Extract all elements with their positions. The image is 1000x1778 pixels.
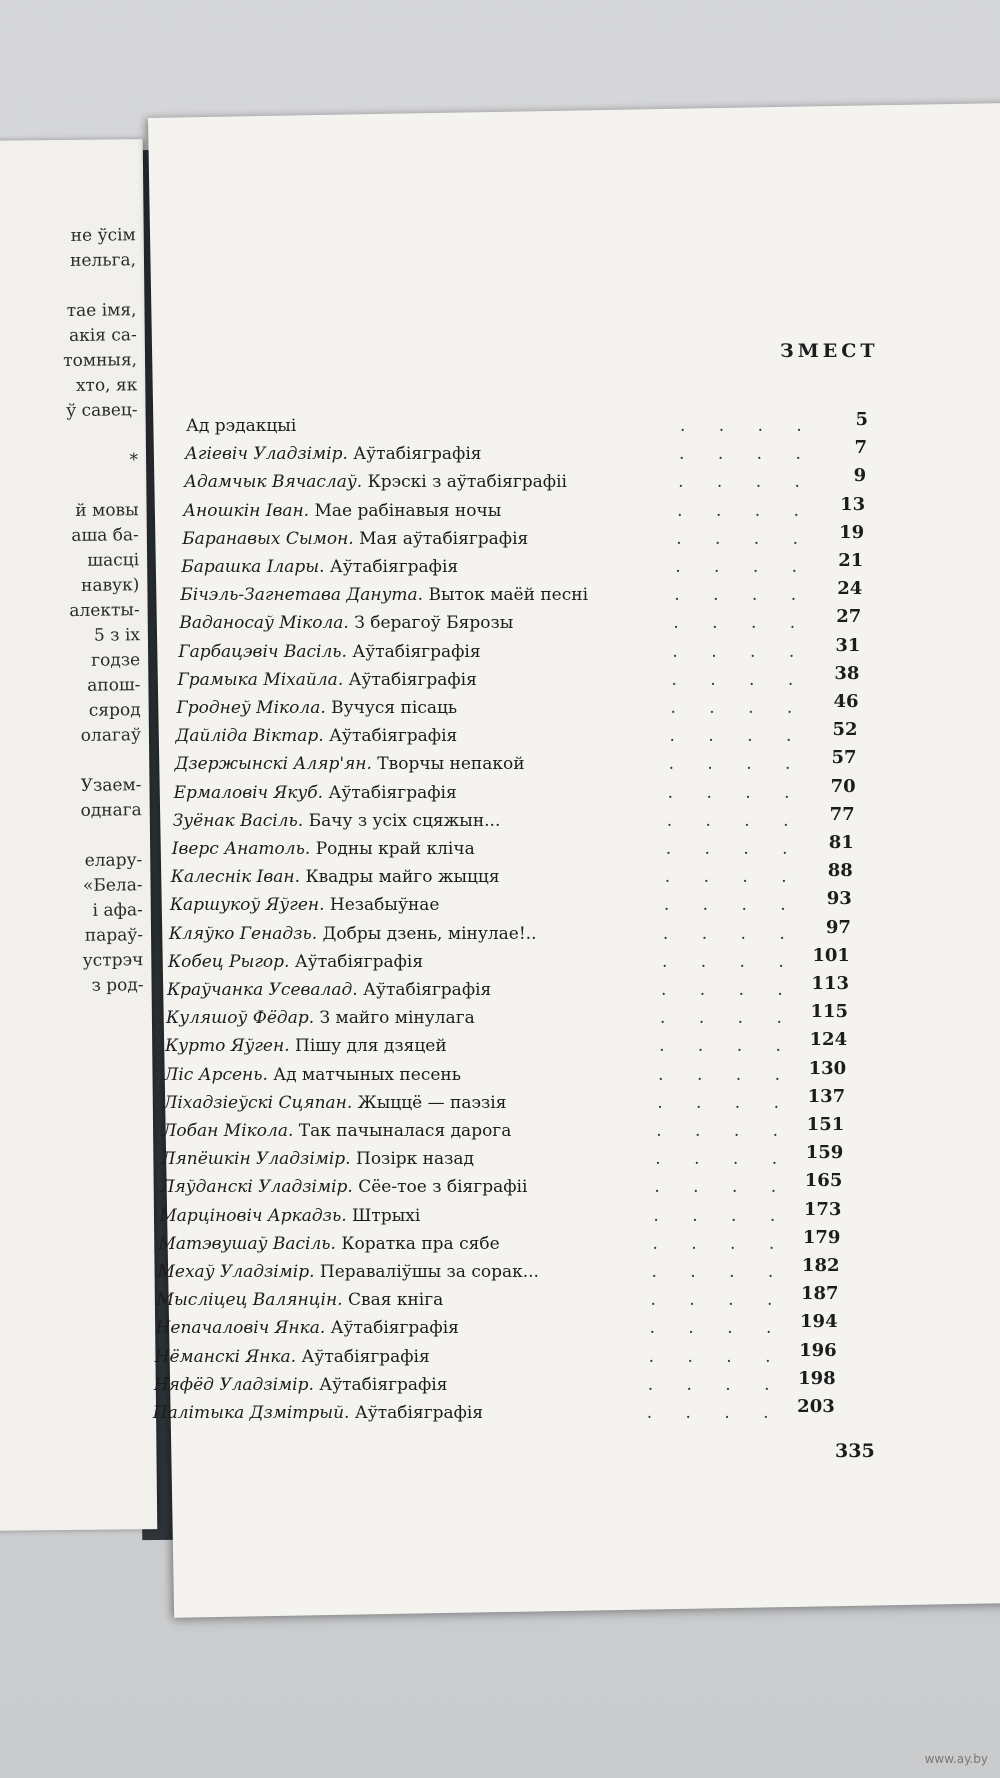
left-page-line: шасці — [87, 550, 140, 571]
toc-entry-text — [173, 808, 501, 834]
toc-entry-page: 52 — [832, 719, 858, 741]
toc-entry-author: Ляўданскі Уладзімір. — [160, 1177, 353, 1198]
toc-entry-title: Аўтабіяграфія — [330, 1318, 459, 1339]
toc-entry-page: 13 — [840, 493, 866, 515]
toc-entry-title: Сёе-тое з біяграфіі — [358, 1177, 528, 1198]
toc-entry — [0, 1339, 1000, 1370]
toc-leader-dots: . . . . — [667, 782, 804, 803]
toc-entry-title: Аўтабіяграфія — [354, 1403, 484, 1423]
toc-leader-dots: . . . . — [652, 1233, 789, 1254]
toc-entry — [0, 1057, 1000, 1088]
toc-entry-author: Непачаловіч Янка. — [155, 1318, 326, 1339]
left-page-line: елару- — [84, 850, 143, 871]
toc-entry-page: 57 — [831, 747, 857, 769]
toc-entry-author: Баранавых Сымон. — [182, 528, 354, 549]
toc-entry-text — [166, 1005, 475, 1031]
toc-entry-page: 137 — [807, 1085, 846, 1107]
toc-leader-dots: . . . . — [647, 1374, 784, 1395]
toc-entry-title: Пішу для дзяцей — [295, 1036, 447, 1057]
toc-entry-page: 19 — [839, 521, 865, 543]
toc-entry-title: Крэскі з аўтабіяграфіі — [367, 472, 567, 493]
toc-entry-title: Аўтабіяграфія — [294, 951, 424, 972]
toc-entry-text — [180, 582, 588, 608]
left-page-line: годзе — [91, 650, 141, 671]
toc-entry-title: Аўтабіяграфія — [319, 1374, 448, 1395]
toc-leader-dots: . . . . — [665, 839, 802, 859]
left-page-line: з род- — [91, 975, 144, 996]
toc-entry-author: Грамыка Міхайла. — [177, 669, 344, 690]
toc-entry-page: 198 — [798, 1367, 836, 1389]
toc-entry-text — [186, 413, 296, 439]
toc-entry-text — [172, 836, 475, 862]
toc-entry-page: 182 — [801, 1255, 840, 1276]
toc-entry-text — [160, 1174, 527, 1200]
toc-entry — [0, 1001, 1000, 1031]
left-page-line: ў савец- — [66, 400, 138, 421]
toc-entry-text — [158, 1259, 539, 1285]
toc-entry-text — [157, 1287, 444, 1313]
toc-entry-page: 151 — [806, 1114, 845, 1135]
toc-entry-page: 203 — [797, 1396, 835, 1417]
toc-leader-dots: . . . . — [666, 810, 803, 831]
toc-entry-page: 46 — [833, 691, 859, 712]
toc-entry-author: Барашка Ілары. — [181, 557, 325, 577]
toc-entry-author: Ліс Арсень. — [164, 1064, 268, 1085]
toc-entry-page: 187 — [800, 1283, 839, 1305]
toc-entry — [0, 1283, 1000, 1313]
toc-leader-dots: . . . . — [675, 557, 812, 577]
toc-leader-dots: . . . . — [660, 1008, 796, 1029]
toc-entry-text — [163, 1090, 506, 1116]
toc-entry-page: 113 — [811, 973, 849, 994]
toc-leader-dots: . . . . — [648, 1346, 785, 1367]
toc-leader-dots: . . . . — [678, 472, 814, 493]
toc-entry — [0, 1085, 1000, 1116]
toc-entry-page: 81 — [828, 832, 854, 853]
toc-entry-text — [165, 1033, 447, 1059]
toc-entry-title: Коратка пра сябе — [341, 1233, 500, 1254]
toc-entry-page: 5 — [855, 409, 868, 430]
toc-entry — [0, 1367, 1000, 1398]
toc-entry-author: Бічэль-Загнетава Данута. — [180, 585, 424, 606]
toc-entry-text — [179, 610, 513, 636]
toc-entry-title: Мае рабінавыя ночы — [314, 500, 502, 521]
toc-entry-title: Так пачыналася дарога — [298, 1121, 512, 1141]
toc-leader-dots: . . . . — [653, 1205, 790, 1226]
toc-leader-dots: . . . . — [654, 1177, 791, 1198]
toc-leader-dots: . . . . — [656, 1121, 793, 1141]
toc-leader-dots: . . . . — [664, 867, 801, 888]
left-page-line: сярод — [88, 700, 141, 721]
toc-entry-page: 97 — [825, 916, 851, 938]
left-page-line: навук) — [80, 575, 140, 596]
toc-entry-text — [153, 1400, 483, 1426]
toc-entry-text — [183, 498, 501, 524]
toc-entry-text — [155, 1344, 430, 1370]
toc-entry-author: Гарбацэвіч Васіль. — [178, 641, 347, 662]
toc-entry-title: Вучуся пісаць — [331, 698, 458, 718]
toc-entry-title: Ад матчыных песень — [273, 1064, 461, 1085]
left-page-line: апош- — [87, 675, 141, 696]
toc-entry-page: 194 — [800, 1311, 838, 1333]
toc-entry-author: Каршукоў Яўген. — [169, 895, 325, 916]
toc-entry-page: 165 — [804, 1170, 843, 1192]
toc-entry-text — [161, 1146, 474, 1172]
toc-entry-author: Іверс Анатоль. — [171, 839, 311, 859]
toc-leader-dots: . . . . — [658, 1064, 794, 1085]
left-page-line: нельга, — [69, 250, 137, 271]
toc-entry-author: Ермаловіч Якуб. — [173, 782, 324, 803]
toc-entry — [0, 1114, 1000, 1144]
left-page-line: акія са- — [68, 325, 137, 346]
toc-entry-page: 159 — [805, 1142, 844, 1164]
toc-entry-text — [185, 441, 481, 467]
toc-entry-text — [158, 1231, 499, 1257]
toc-leader-dots: . . . . — [646, 1403, 783, 1423]
left-page-line: й мовы — [75, 500, 139, 521]
toc-leader-dots: . . . . — [672, 641, 809, 662]
toc-entry-author: Ліхадзіеўскі Сцяпан. — [163, 1092, 353, 1113]
toc-leader-dots: . . . . — [668, 754, 805, 775]
toc-entry-title: Позірк назад — [356, 1149, 475, 1170]
toc-entry-page: 77 — [829, 803, 855, 825]
toc-leader-dots: . . . . — [679, 444, 815, 465]
toc-leader-dots: . . . . — [661, 951, 798, 972]
left-page-line: устрэч — [82, 950, 144, 971]
toc-leader-dots: . . . . — [674, 585, 811, 606]
toc-entry-page: 179 — [802, 1226, 841, 1248]
left-page-line: Узаем- — [80, 775, 142, 796]
toc-leader-dots: . . . . — [676, 528, 813, 549]
left-page-line: параў- — [84, 925, 144, 946]
toc-leader-dots: . . . . — [669, 726, 806, 747]
toc-entry-title: Аўтабіяграфія — [352, 641, 481, 662]
left-page-line: «Бела- — [82, 875, 143, 896]
toc-leader-dots: . . . . — [651, 1262, 788, 1282]
toc-entry-author: Мехаў Уладзімір. — [157, 1262, 315, 1282]
toc-entry-title: Аўтабіяграфія — [329, 726, 458, 747]
toc-entry-page: 31 — [835, 634, 861, 656]
toc-entry-title: Ад рэдакцыі — [186, 416, 297, 436]
toc-entry-title: Мая аўтабіяграфія — [359, 528, 529, 549]
toc-entry-author: Куляшоў Фёдар. — [166, 1008, 315, 1029]
toc-entry — [0, 1311, 1000, 1341]
left-page-line: тае імя, — [66, 300, 137, 321]
toc-entry-text — [156, 1315, 459, 1341]
toc-entry-title: Аўтабіяграфія — [348, 669, 477, 690]
toc-entry-page: 38 — [834, 662, 860, 684]
toc-entry-title: Аўтабіяграфія — [328, 782, 457, 803]
toc-entry-text — [168, 949, 423, 975]
toc-entry-author: Палітыка Дзмітрый. — [152, 1403, 350, 1423]
toc-entry-page: 101 — [812, 944, 850, 966]
toc-entry-author: Кобец Рыгор. — [167, 951, 290, 972]
toc-entry-text — [170, 892, 440, 918]
toc-entry-text — [177, 667, 476, 693]
toc-entry-title: Выток маёй песні — [428, 585, 589, 606]
toc-entry-author: Агіевіч Уладзімір. — [185, 444, 348, 465]
toc-entry-title: Жыццё — паэзія — [357, 1092, 507, 1113]
toc-entry — [0, 1142, 1000, 1172]
toc-entry-text — [175, 751, 525, 777]
toc-entry-text — [177, 695, 458, 721]
toc-entry-title: Штрыхі — [352, 1205, 421, 1226]
toc-entry-text — [178, 639, 480, 665]
toc-leader-dots: . . . . — [655, 1149, 792, 1170]
toc-entry-text — [169, 921, 537, 947]
toc-entry-title: Добры дзень, мінулае!.. — [322, 923, 537, 944]
left-page-line: аша ба- — [71, 525, 139, 546]
toc-entry-title: Пераваліўшы за сорак... — [319, 1262, 539, 1282]
toc-entry-text — [181, 554, 458, 580]
toc-entry — [0, 973, 1000, 1003]
toc-entry-author: Аношкін Іван. — [183, 500, 310, 521]
toc-entry-text — [164, 1062, 461, 1088]
toc-entry-title: Аўтабіяграфія — [363, 980, 492, 1000]
toc-leader-dots: . . . . — [670, 698, 807, 718]
page-number: 335 — [835, 1440, 875, 1462]
toc-leader-dots: . . . . — [663, 895, 800, 916]
toc-entry-author: Ляпёшкін Уладзімір. — [161, 1149, 351, 1170]
toc-leader-dots: . . . . — [649, 1318, 786, 1339]
left-page-line: олагаў — [80, 725, 142, 746]
toc-entry — [0, 916, 1000, 947]
toc-entry-page: 9 — [853, 465, 867, 487]
left-page-line: * — [129, 450, 139, 471]
toc-entry-page: 196 — [799, 1339, 837, 1361]
left-page-line: томныя, — [63, 350, 138, 371]
toc-entry-title: Родны край кліча — [315, 839, 475, 859]
left-page-line: і афа- — [92, 900, 143, 921]
toc-entry-page: 115 — [810, 1001, 849, 1023]
toc-entry-page: 70 — [830, 775, 856, 797]
toc-entry-text — [171, 864, 500, 890]
toc-entry — [0, 1029, 1000, 1059]
toc-entry-author: Няфёд Уладзімір. — [153, 1374, 314, 1395]
toc-entry-text — [159, 1203, 420, 1229]
toc-entry-page: 173 — [803, 1198, 842, 1220]
toc-leader-dots: . . . . — [680, 416, 816, 436]
toc-entry-text — [174, 780, 457, 806]
toc-entry-author: Лобан Мікола. — [162, 1121, 294, 1141]
left-page-line: алекты- — [69, 600, 140, 621]
toc-leader-dots: . . . . — [662, 923, 799, 944]
toc-entry-text — [154, 1372, 448, 1398]
toc-entry-title: Бачу з усіх сцяжын... — [308, 810, 501, 831]
toc-entry-author: Калеснік Іван. — [170, 867, 301, 888]
toc-entry — [0, 1170, 1000, 1200]
toc-leader-dots: . . . . — [677, 500, 813, 521]
toc-entry-author: Марціновіч Аркадзь. — [159, 1205, 347, 1226]
toc-leader-dots: . . . . — [650, 1290, 787, 1311]
toc-entry — [0, 1255, 1000, 1285]
left-page-line: хто, як — [75, 375, 138, 396]
toc-entry-author: Дайліда Віктар. — [175, 726, 324, 747]
toc-entry-title: Аўтабіяграфія — [353, 444, 482, 465]
toc-entry-text — [162, 1118, 511, 1144]
toc-entry-title: Аўтабіяграфія — [301, 1346, 430, 1367]
left-page-line: 5 з іх — [93, 625, 141, 646]
toc-entry-author: Курто Яўген. — [165, 1036, 290, 1057]
toc-entry-page: 88 — [827, 860, 853, 882]
toc-entry-page: 93 — [826, 888, 852, 910]
toc-entry-author: Краўчанка Усевалад. — [167, 980, 358, 1000]
toc-entry-author: Мысліцец Валянцін. — [156, 1290, 343, 1311]
toc-entry-author: Матэвушаў Васіль. — [158, 1233, 336, 1254]
toc-entry — [0, 1226, 1000, 1257]
toc-entry-title: З берагоў Бярозы — [354, 613, 514, 634]
toc-entry-author: Гроднеў Мікола. — [176, 698, 326, 718]
toc-entry-page: 124 — [809, 1029, 848, 1051]
watermark: www.ay.by — [924, 1752, 988, 1766]
toc-entry — [0, 1198, 1000, 1229]
toc-entry-text — [167, 977, 491, 1003]
toc-entry-author: Нёманскі Янка. — [154, 1346, 297, 1367]
toc-entry-title: З майго мінулага — [319, 1008, 475, 1029]
toc-entry-author: Адамчык Вячаслаў. — [184, 472, 363, 493]
left-page-line: однага — [80, 800, 142, 821]
toc-entry-author: Ваданосаў Мікола. — [179, 613, 349, 634]
toc-entry-page: 7 — [854, 437, 868, 459]
toc-entry-title: Аўтабіяграфія — [329, 557, 459, 577]
toc-entry-title: Незабыўнае — [329, 895, 440, 916]
toc-entry-text — [184, 469, 567, 495]
toc-entry-page: 130 — [808, 1057, 847, 1079]
toc-entry-page: 21 — [838, 550, 864, 571]
toc-leader-dots: . . . . — [673, 613, 810, 634]
toc-entry-page: 24 — [837, 578, 863, 600]
toc-leader-dots: . . . . — [657, 1092, 794, 1113]
toc-entry-title: Творчы непакой — [377, 754, 525, 775]
toc-entry-title: Свая кніга — [347, 1290, 444, 1311]
toc-entry-text — [182, 526, 528, 552]
toc-entry-title: Квадры майго жыцця — [305, 867, 500, 888]
toc-entry-author: Зуёнак Васіль. — [172, 810, 304, 831]
toc-entry-page: 27 — [836, 606, 862, 628]
toc-entry-author: Дзержынскі Аляр'ян. — [174, 754, 372, 775]
toc-leader-dots: . . . . — [661, 980, 797, 1000]
toc-entry — [0, 944, 1000, 975]
toc-entry-author: Кляўко Генадзь. — [168, 923, 318, 944]
left-page-line: не ўсім — [70, 225, 136, 246]
toc-entry — [0, 1396, 1000, 1426]
toc-leader-dots: . . . . — [671, 669, 808, 690]
toc-title: ЗМЕСТ — [780, 340, 879, 362]
toc-entry-text — [176, 723, 458, 749]
toc-leader-dots: . . . . — [659, 1036, 795, 1057]
